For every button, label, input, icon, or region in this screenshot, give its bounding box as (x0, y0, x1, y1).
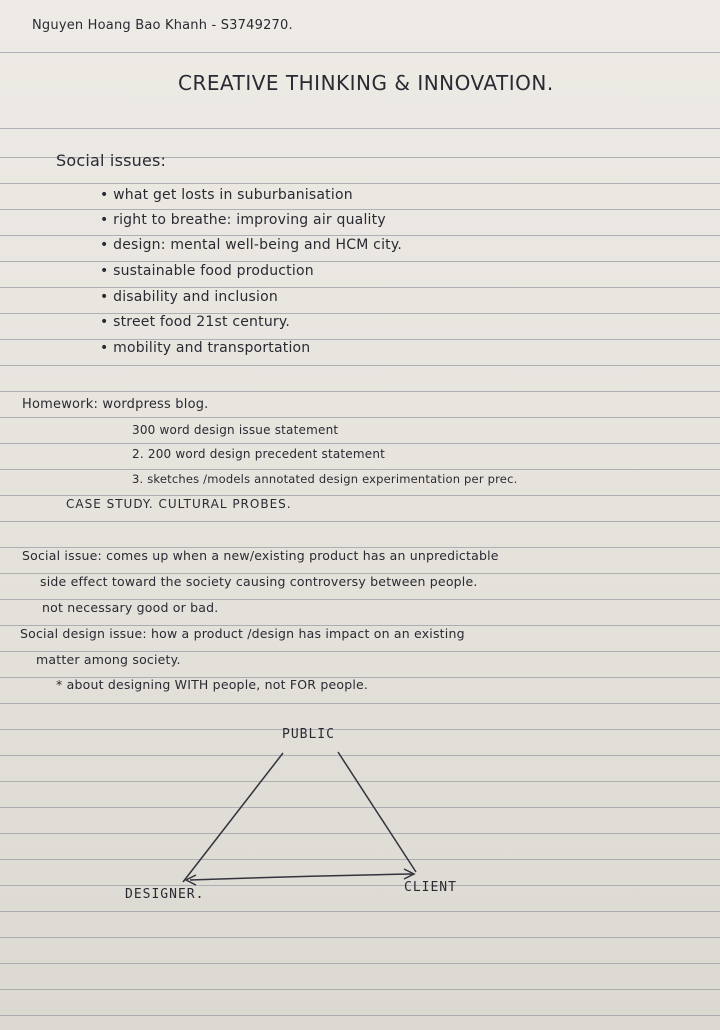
student-name: Nguyen Hoang Bao Khanh - S3749270. (32, 18, 293, 33)
case-study-note: CASE STUDY. CULTURAL PROBES. (66, 497, 292, 511)
social-issues-heading: Social issues: (56, 151, 167, 170)
triangle-edge-designer-client (190, 874, 412, 880)
social-issue-text: sustainable food production (113, 263, 314, 279)
social-issue-item: • right to breathe: improving air quality (100, 212, 386, 228)
social-issue-item: • what get losts in suburbanisation (100, 187, 353, 203)
diagram-label-client: CLIENT (404, 880, 457, 895)
diagram-label-public: PUBLIC (282, 727, 335, 742)
triangle-edge-public-client (338, 752, 416, 872)
social-issue-text: right to breathe: improving air quality (113, 212, 386, 228)
social-issue-text: street food 21st century. (113, 314, 290, 330)
social-issue-item: • design: mental well-being and HCM city. (100, 237, 402, 253)
social-issue-text: mobility and transportation (113, 340, 311, 356)
homework-item: 2. 200 word design precedent statement (132, 447, 386, 461)
homework-item: 3. sketches /models annotated design experimentation per prec. (132, 472, 518, 486)
social-issue-item: • mobility and transportation (100, 340, 311, 356)
note-line: side effect toward the society causing controversy between people. (40, 574, 478, 589)
social-issue-item: • sustainable food production (100, 263, 314, 279)
homework-label: Homework: wordpress blog. (22, 397, 209, 412)
social-issue-text: what get losts in suburbanisation (113, 187, 353, 203)
homework-item: 300 word design issue statement (132, 423, 339, 437)
social-issue-item: • street food 21st century. (100, 314, 290, 330)
note-line: * about designing WITH people, not FOR people. (56, 677, 369, 692)
diagram-label-designer: DESIGNER. (125, 887, 205, 902)
page-title: CREATIVE THINKING & INNOVATION. (178, 71, 554, 95)
social-issue-text: disability and inclusion (113, 289, 278, 305)
triangle-edge-public-designer (183, 753, 283, 882)
note-line: Social issue: comes up when a new/existing product has an unpredictable (22, 548, 499, 563)
note-line: matter among society. (36, 652, 181, 667)
note-line: Social design issue: how a product /design has impact on an existing (20, 626, 465, 641)
note-line: not necessary good or bad. (42, 600, 219, 615)
social-issue-text: design: mental well-being and HCM city. (113, 237, 402, 253)
social-issue-item: • disability and inclusion (100, 289, 278, 305)
